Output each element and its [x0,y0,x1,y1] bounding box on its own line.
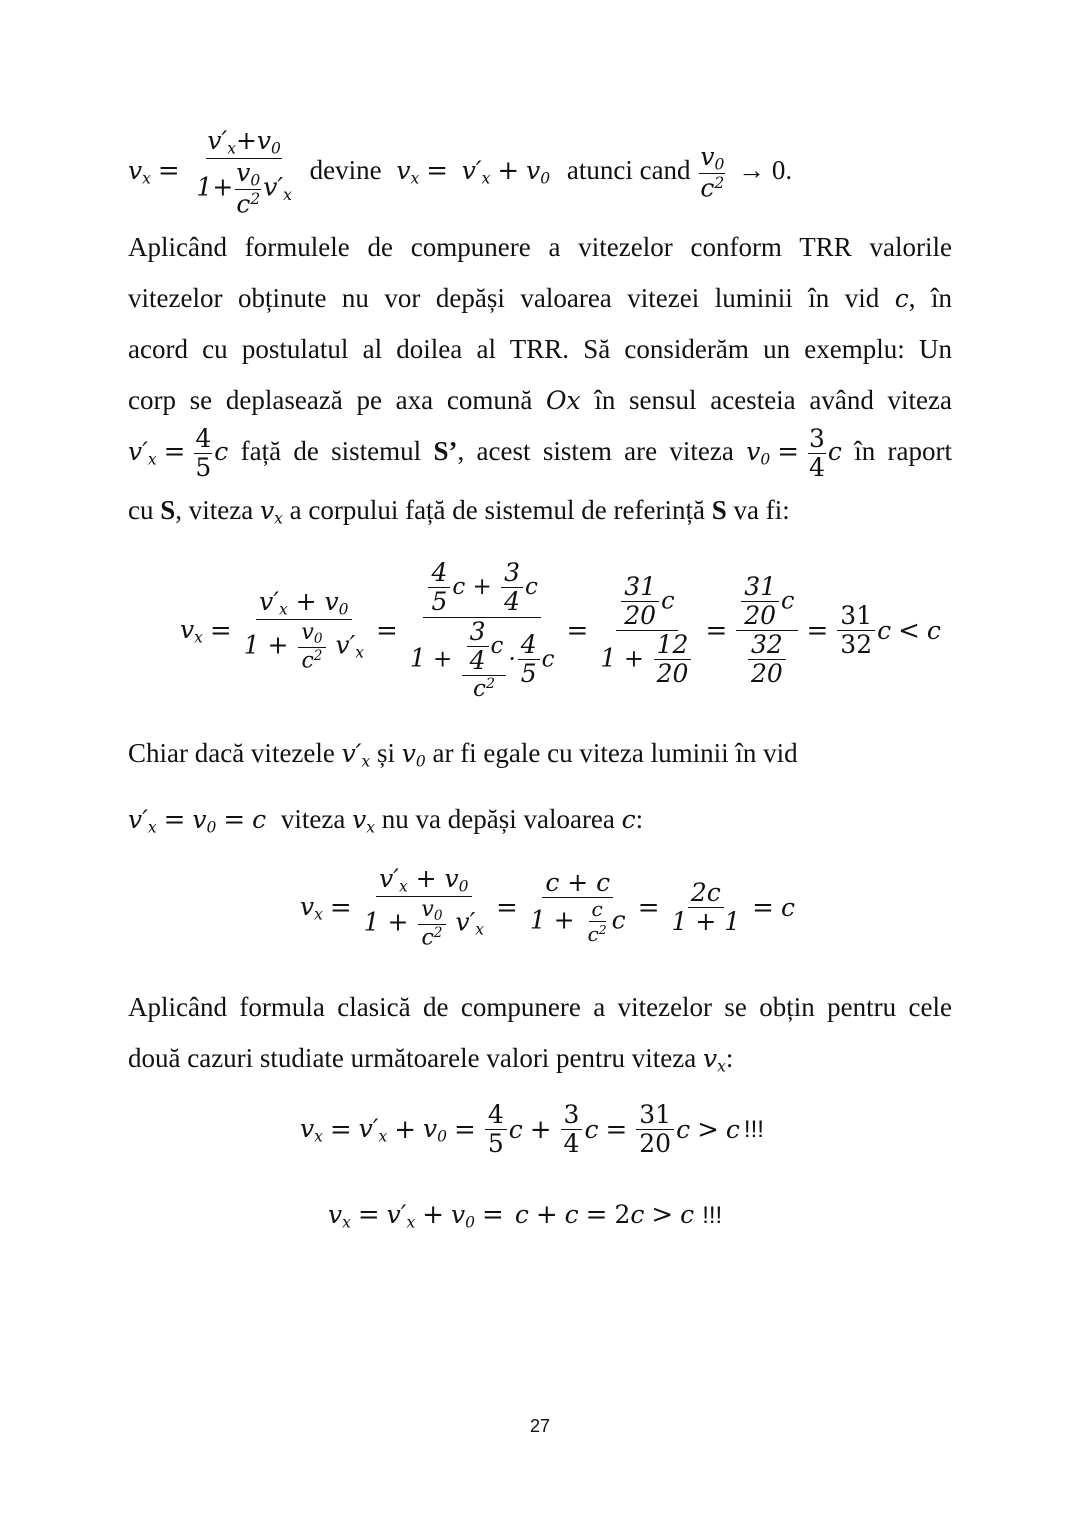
text-arrow-zero: → 0. [738,155,793,186]
paragraph-1 [128,222,952,544]
para1-line-6: cu S, viteza $v_x$ a corpului față de sistemul de referință S va fi: [128,494,790,528]
page-number: 27 [529,1416,551,1436]
para1-line-1: Aplicând formulele de compunere a vitezelor conform TRR valorile [128,232,952,262]
equation-limit: $v_x$ = $v'_x+v_0$ 1+ $\frac{v_0}{c^2}$ $v'_x$ devine $v_x = v'_x + v_0$ atunci cand $\frac{v_0}{c^2}$ → 0. [128,126,793,219]
exclamation-mark: !!! [702,1202,723,1229]
para3-line-2: două cazuri studiate următoarele valori pentru viteza $v_x$: [128,1042,734,1075]
paragraph-2 [128,728,952,787]
para2-line-1: Chiar dacă vitezele $v'_x$ și $v_0$ ar fi egale cu viteza luminii în vid [128,738,798,771]
exclamation-mark: !!! [743,1115,764,1143]
paragraph-3 [128,982,952,1091]
equation-classical-light-speed: $v_x = v'_x + v_0 = c + c = 2c > c$ !!! [328,1200,723,1232]
para1-line-2: vitezelor obținute nu vor depăși valoarea vitezei luminii în vid c, în [128,282,952,313]
paragraph-2b [128,794,952,853]
equation-relativistic-example: $v_x$ = $v'_x + v_0$ 1 + $\frac{v_0}{c^2}$ $v'_x$ = $\frac{4}{5}$ c + $\frac{3}{4}$ c 1 + $\frac{3}{4}$ c $c^2$ · $\frac{4}{5}$ c = $\frac{31}{20}$ c 1 + $\frac{12}{20}$ = $\frac{31}{20}$ c $\frac{32}{20}$ = $\frac{31}{32}$ c < c [180,558,941,702]
equation-relativistic-light-speed: $v_x$ = $v'_x + v_0$ 1 + $\frac{v_0}{c^2}$ $v'_x$ = c + c 1 + $\frac{c}{c^2}$ c = $\frac{2c}{1 + 1}$ = c [300,864,795,951]
text-atunci-cand: atunci cand [566,155,691,186]
para1-line-4: corp se deplasează pe axa comună Ox în sensul acesteia având viteza [128,384,952,415]
para1-line-5: $v'_x$ = $\frac{4}{5}$ c față de sistemul S’, acest sistem are viteza $v_0$ = $\frac{3}{4}$ c în raport [128,424,952,483]
para1-line-3: acord cu postulatul al doilea al TRR. Să considerăm un exemplu: Un [128,334,952,364]
equation-classical-example: $v_x$ = $v'_x$ + $v_0$ = $\frac{4}{5}$ c + $\frac{3}{4}$ c = $\frac{31}{20}$ c > c !!! [300,1100,764,1159]
fraction-relativistic-small: $v'_x+v_0$ 1+ $\frac{v_0}{c^2}$ $v'_x$ [196,126,292,219]
text-devine: devine [309,155,382,186]
para2-line-2: $v'_x = v_0 = c$ viteza $v_x$ nu va depăși valoarea c: [128,804,644,837]
para3-line-1: Aplicând formula clasică de compunere a vitezelor se obțin pentru cele [128,992,952,1022]
